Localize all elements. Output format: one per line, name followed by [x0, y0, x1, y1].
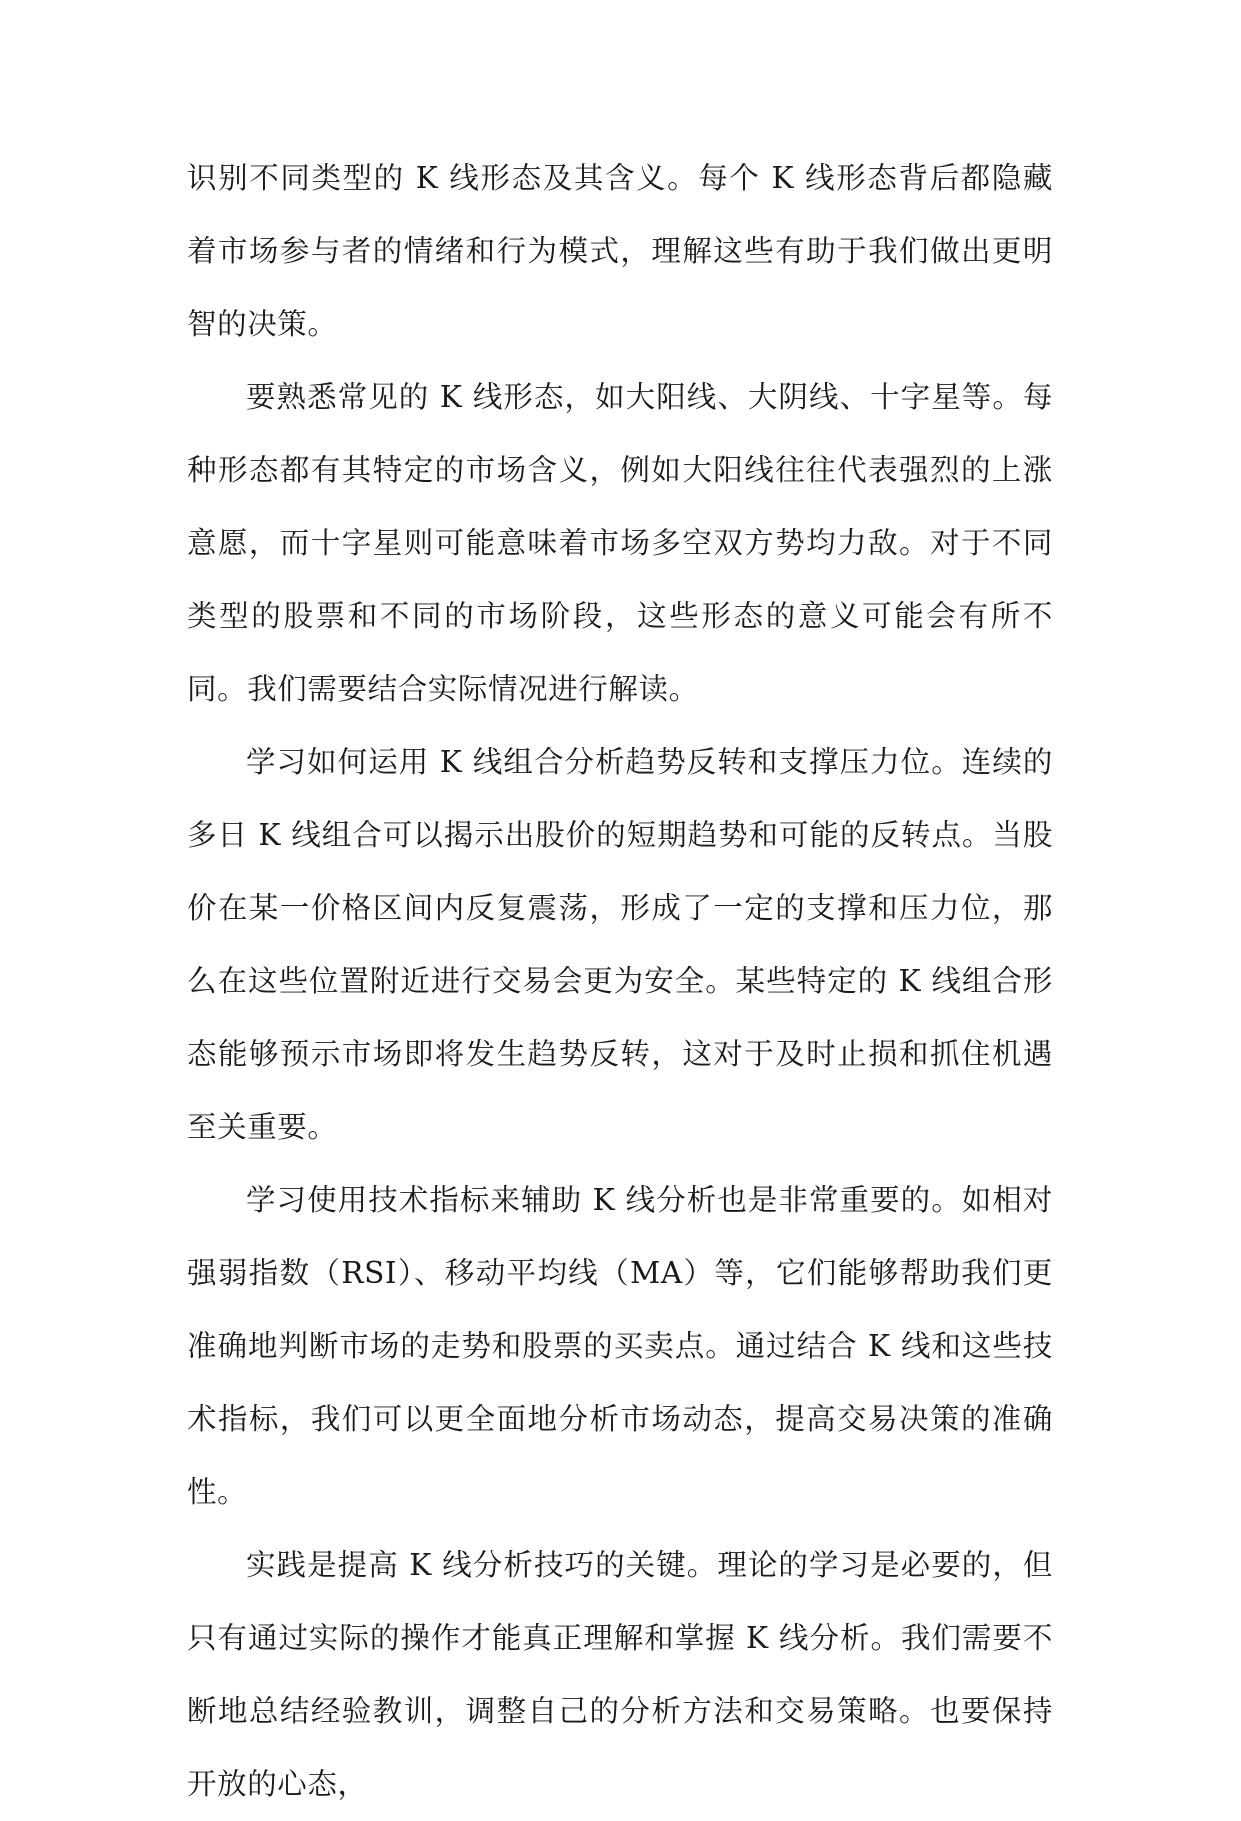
paragraph-4: 学习使用技术指标来辅助 K 线分析也是非常重要的。如相对强弱指数（RSI）、移动平均线（MA）等，它们能够帮助我们更准确地判断市场的走势和股票的买卖点。通过结合 K 线和这些技术指标，我们可以更全面地分析市场动态，提高交易决策的准确性。: [187, 1183, 1053, 1509]
paragraph-1: 识别不同类型的 K 线形态及其含义。每个 K 线形态背后都隐藏着市场参与者的情绪和行为模式，理解这些有助于我们做出更明智的决策。: [187, 161, 1053, 341]
paragraph-2: 要熟悉常见的 K 线形态，如大阳线、大阴线、十字星等。每种形态都有其特定的市场含义，例如大阳线往往代表强烈的上涨意愿，而十字星则可能意味着市场多空双方势均力敌。对于不同类型的股票和不同的市场阶段，这些形态的意义可能会有所不同。我们需要结合实际情况进行解读。: [187, 380, 1053, 706]
paragraph-3: 学习如何运用 K 线组合分析趋势反转和支撑压力位。连续的多日 K 线组合可以揭示出股价的短期趋势和可能的反转点。当股价在某一价格区间内反复震荡，形成了一定的支撑和压力位，那么在这些位置附近进行交易会更为安全。某些特定的 K 线组合形态能够预示市场即将发生趋势反转，这对于及时止损和抓住机遇至关重要。: [187, 745, 1053, 1144]
document-body: [187, 142, 1053, 1821]
paragraph-5: 实践是提高 K 线分析技巧的关键。理论的学习是必要的，但只有通过实际的操作才能真正理解和掌握 K 线分析。我们需要不断地总结经验教训，调整自己的分析方法和交易策略。也要保持开放的心态，: [187, 1548, 1053, 1801]
